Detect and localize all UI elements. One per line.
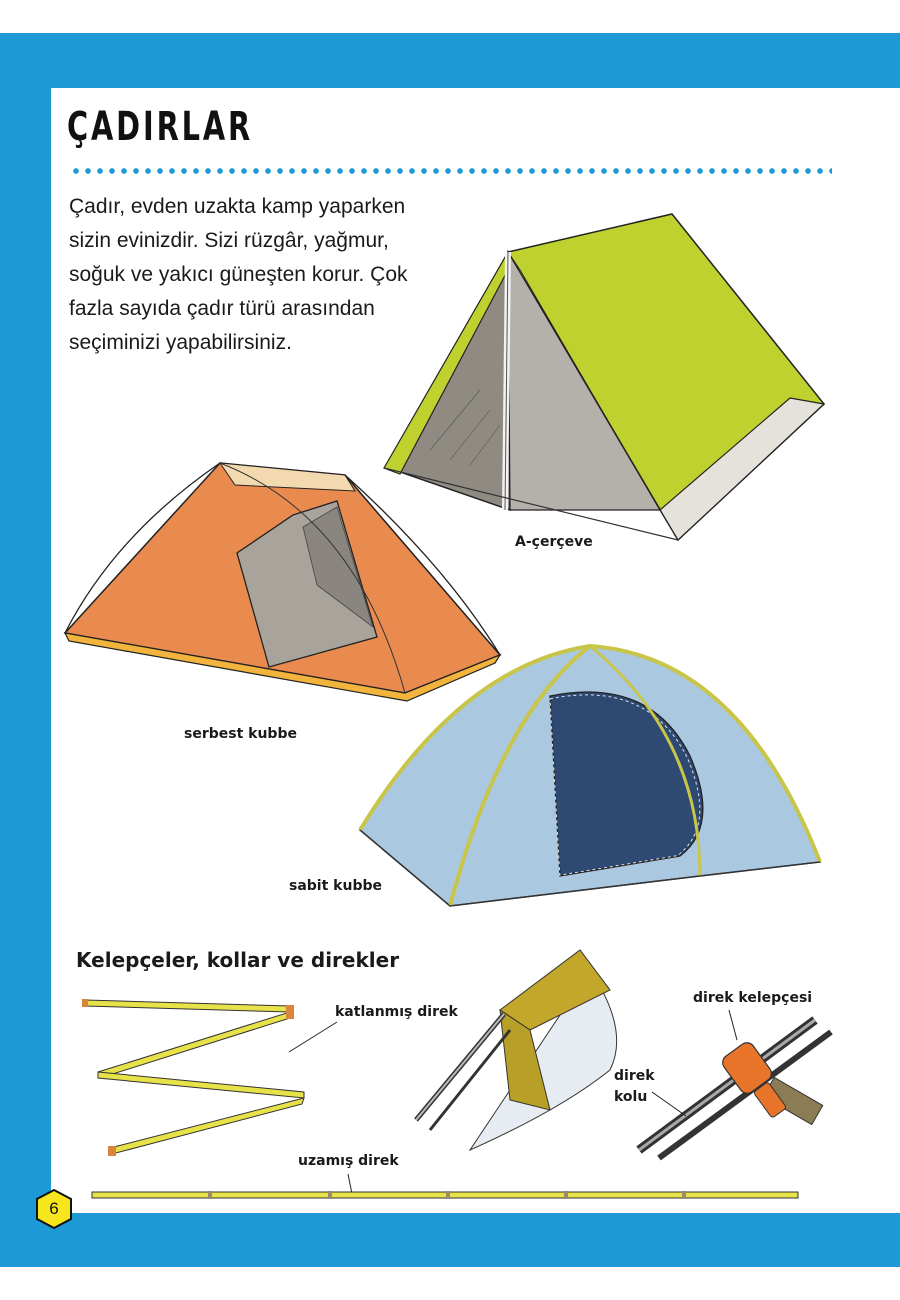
intro-paragraph: Çadır, evden uzakta kamp yaparken sizin evinizdir. Sizi rüzgâr, yağmur, soğuk ve yakıcı güneşten korur. Çok fazla sayıda çadır türü arasından seçiminizi yapabilirsiniz. [69,195,408,354]
page-title: ÇADIRLAR [67,104,254,150]
page-number: 6 [49,1199,59,1218]
dotted-divider [70,167,832,175]
fixed-dome-tent-illustration [350,636,830,916]
extended-pole-label: uzamış direk [298,1153,399,1169]
accessories-heading: Kelepçeler, kollar ve direkler [76,948,400,972]
pole-clip-label: direk kelepçesi [693,990,813,1006]
folded-pole-leader-line [285,1018,345,1058]
pole-clip-illustration [635,1010,835,1160]
free-dome-label: serbest kubbe [184,726,297,742]
folded-pole-illustration [80,996,310,1166]
pole-sleeve-leader-line [650,1090,690,1120]
pole-sleeve-label: direk kolu [614,1068,655,1105]
fixed-dome-label: sabit kubbe [289,878,382,894]
extended-pole-illustration [90,1189,802,1203]
a-frame-label: A-çerçeve [515,534,593,550]
folded-pole-label: katlanmış direk [335,1004,458,1020]
pole-sleeve-illustration [410,950,620,1155]
